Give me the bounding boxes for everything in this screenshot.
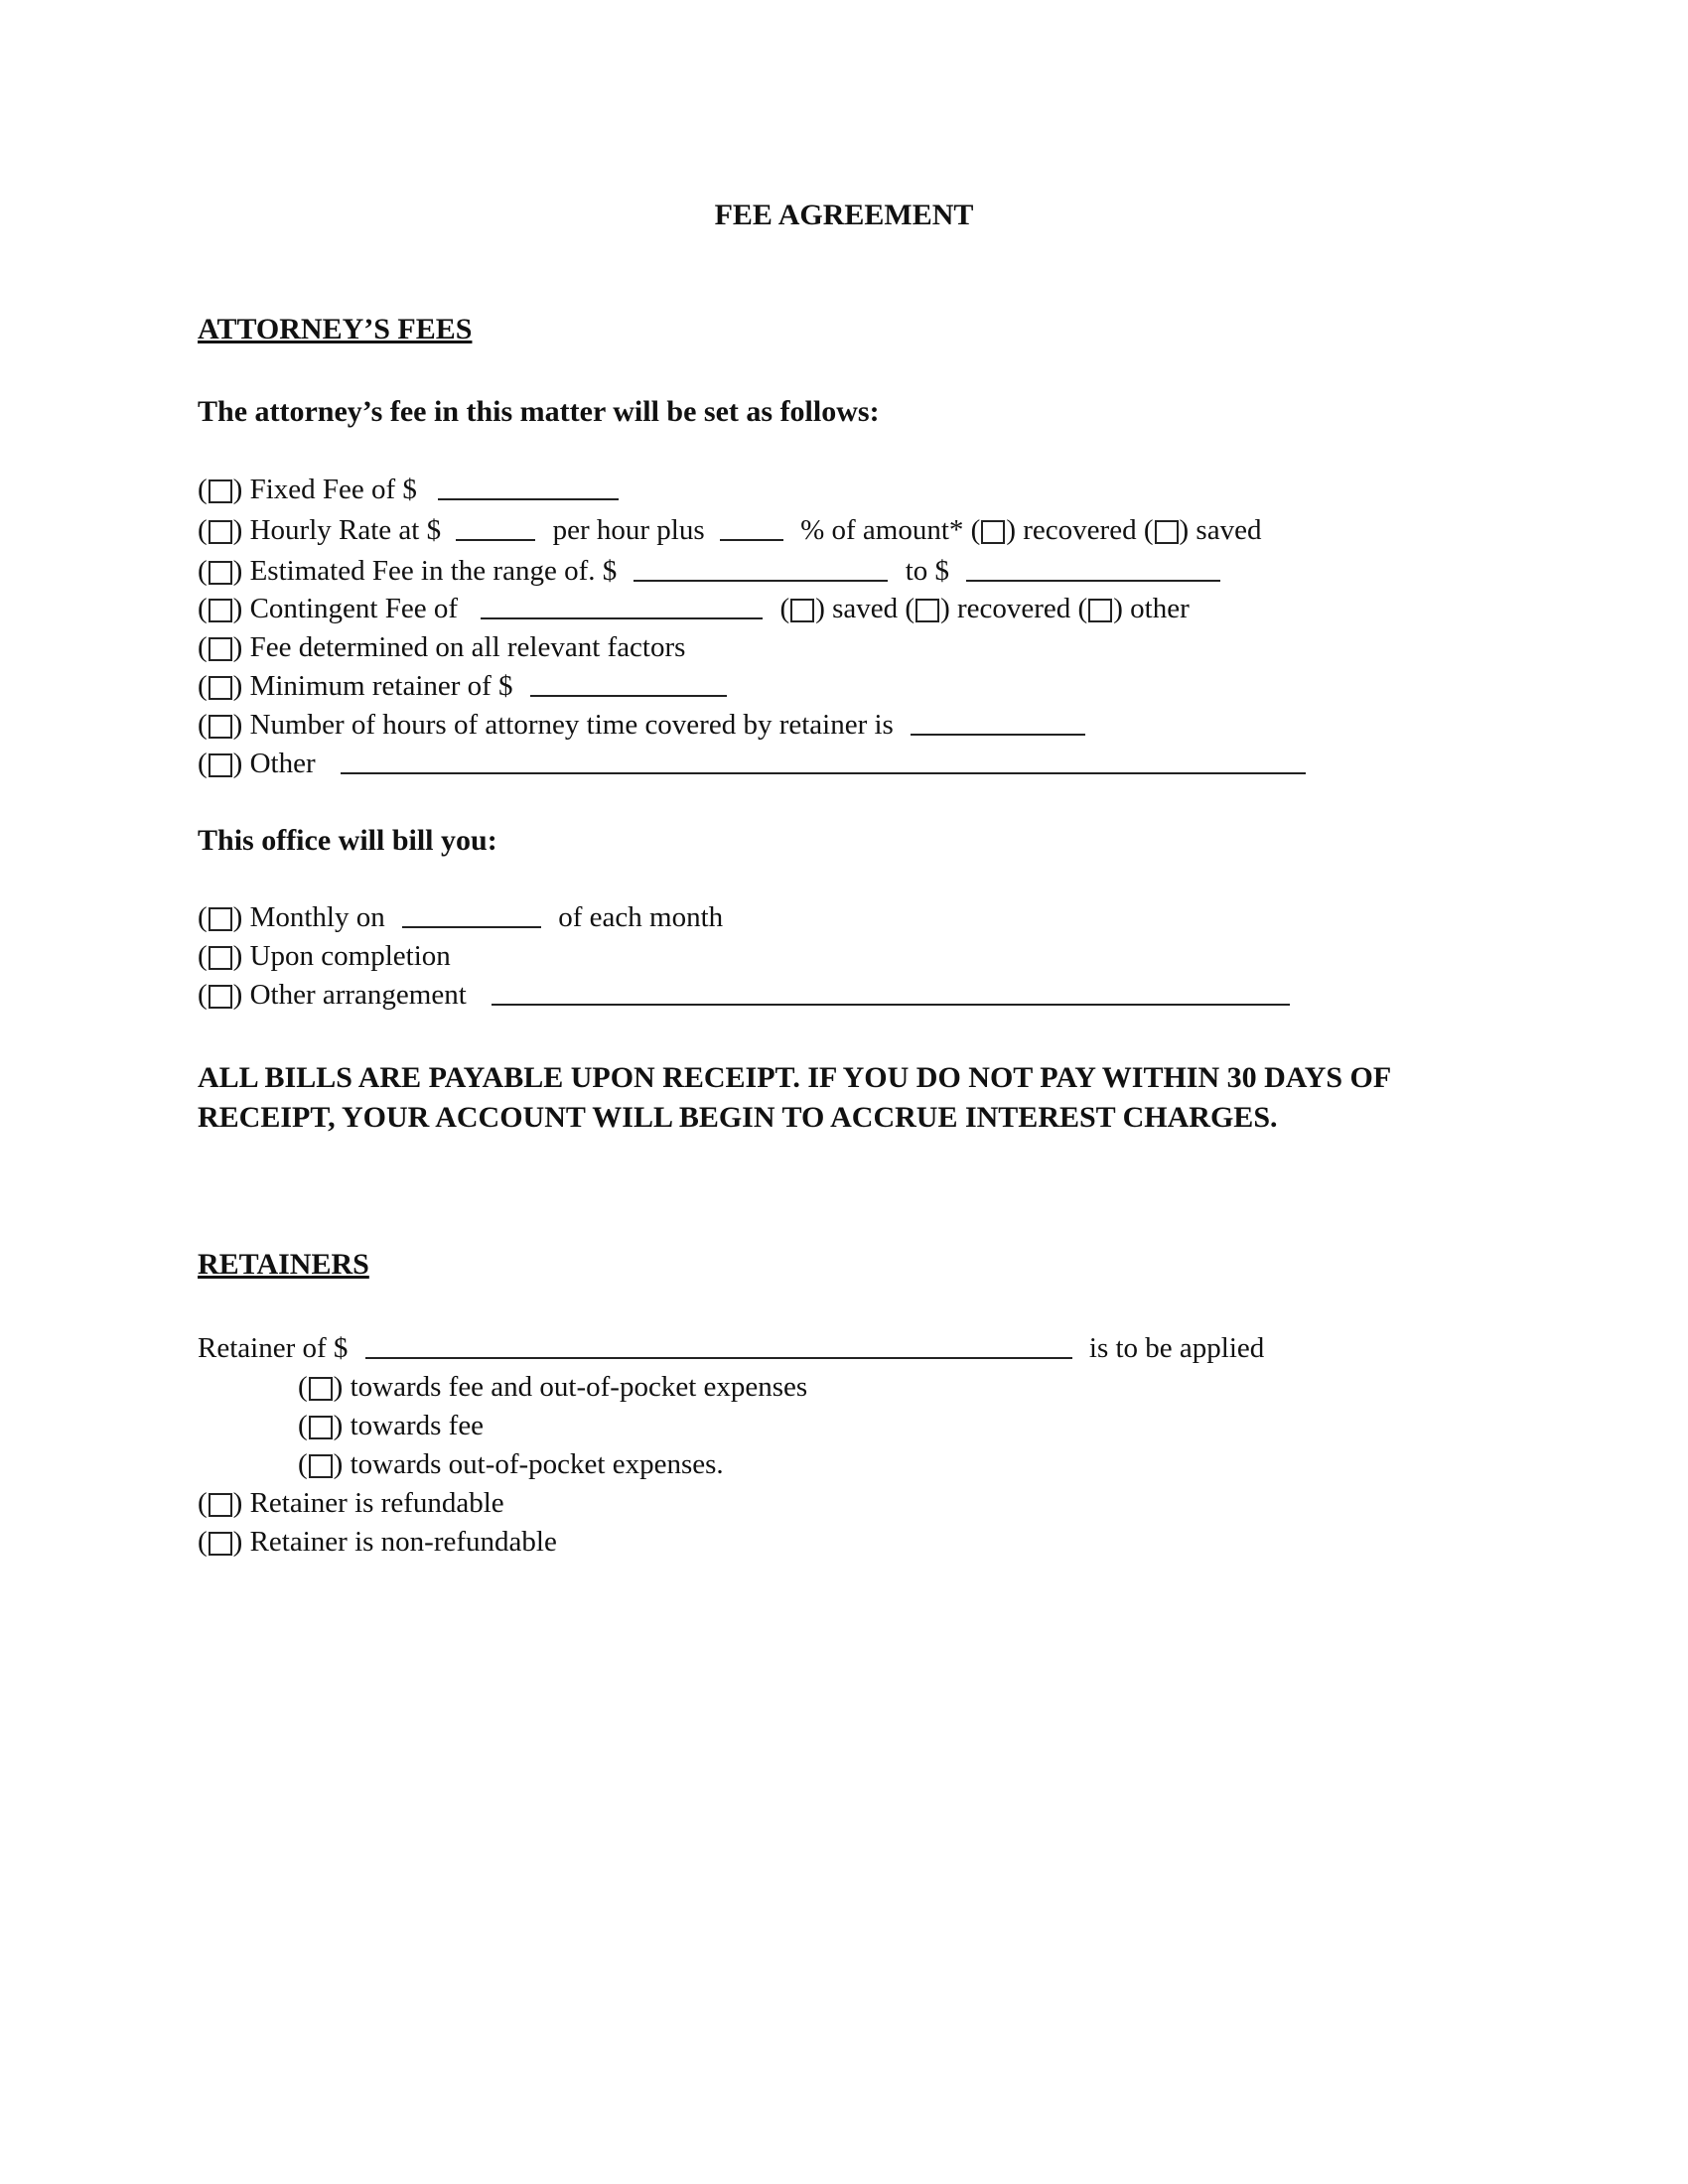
checkbox-icon xyxy=(209,599,232,622)
estimated-fee-row xyxy=(198,553,1230,589)
checkbox-icon xyxy=(1088,599,1112,622)
checkbox-icon xyxy=(209,753,232,777)
contingent-fee-label: Contingent Fee of xyxy=(249,593,459,624)
checkbox-icon xyxy=(209,479,232,503)
other-arrangement-field[interactable] xyxy=(492,982,1290,1006)
checkbox-icon xyxy=(209,946,232,970)
hourly-saved-label: saved xyxy=(1196,514,1262,546)
monthly-checkbox[interactable]: ( ) xyxy=(198,901,243,933)
contingent-fee-row xyxy=(198,591,1190,626)
hours-covered-field[interactable] xyxy=(911,712,1085,736)
checkbox-icon xyxy=(209,715,232,739)
relevant-factors-label: Fee determined on all relevant factors xyxy=(249,631,686,663)
estimated-fee-checkbox[interactable]: ( ) xyxy=(198,555,243,587)
hourly-rate-row xyxy=(198,512,1261,548)
billing-intro: This office will bill you: xyxy=(198,824,497,857)
retainer-amount-row xyxy=(198,1330,1264,1366)
checkbox-icon xyxy=(309,1454,333,1478)
non-refundable-label: Retainer is non-refundable xyxy=(249,1526,557,1558)
minimum-retainer-row xyxy=(198,668,737,704)
fee-and-expenses-row xyxy=(298,1369,807,1405)
refundable-label: Retainer is refundable xyxy=(249,1487,504,1519)
fee-and-expenses-label: towards fee and out-of-pocket expenses xyxy=(350,1371,808,1403)
contingent-saved-checkbox[interactable]: ( ) xyxy=(779,593,825,624)
each-month-label: of each month xyxy=(558,901,724,933)
towards-fee-checkbox[interactable]: ( ) xyxy=(298,1410,344,1441)
checkbox-icon xyxy=(209,676,232,700)
checkbox-icon xyxy=(209,520,232,544)
completion-row xyxy=(198,938,451,974)
contingent-other-label: other xyxy=(1130,593,1190,624)
checkbox-icon xyxy=(209,1493,232,1517)
checkbox-icon xyxy=(915,599,939,622)
hourly-recovered-checkbox[interactable]: ( ) xyxy=(970,514,1017,546)
fee-other-row xyxy=(198,746,1316,781)
retainer-amount-field[interactable] xyxy=(365,1335,1072,1359)
checkbox-icon xyxy=(790,599,814,622)
refundable-checkbox[interactable]: ( ) xyxy=(198,1487,243,1519)
fee-intro: The attorney’s fee in this matter will be set as follows: xyxy=(198,395,880,428)
towards-expenses-row xyxy=(298,1446,724,1482)
estimated-fee-label: Estimated Fee in the range of. $ xyxy=(249,555,618,587)
refundable-row xyxy=(198,1485,504,1521)
retainers-heading: RETAINERS xyxy=(198,1248,369,1281)
estimated-to-label: to $ xyxy=(905,555,950,587)
fee-and-expenses-checkbox[interactable]: ( ) xyxy=(298,1371,344,1403)
relevant-factors-row xyxy=(198,629,685,665)
monthly-label: Monthly on xyxy=(249,901,385,933)
attorney-fees-heading: ATTORNEY’S FEES xyxy=(198,313,473,345)
fixed-fee-amount-field[interactable] xyxy=(438,477,619,500)
checkbox-icon xyxy=(209,637,232,661)
estimated-fee-max-field[interactable] xyxy=(966,558,1220,582)
checkbox-icon xyxy=(209,985,232,1009)
non-refundable-checkbox[interactable]: ( ) xyxy=(198,1526,243,1558)
checkbox-icon xyxy=(209,1532,232,1556)
checkbox-icon xyxy=(1155,520,1179,544)
contingent-fee-field[interactable] xyxy=(481,596,763,619)
contingent-fee-checkbox[interactable]: ( ) xyxy=(198,593,243,624)
other-arrangement-row xyxy=(198,977,1300,1013)
monthly-row xyxy=(198,899,723,935)
per-hour-plus-label: per hour plus xyxy=(552,514,705,546)
fixed-fee-row xyxy=(198,472,629,507)
minimum-retainer-checkbox[interactable]: ( ) xyxy=(198,670,243,702)
hourly-rate-label: Hourly Rate at $ xyxy=(249,514,442,546)
fixed-fee-checkbox[interactable]: ( ) xyxy=(198,474,243,505)
percent-amount-label: % of amount* xyxy=(800,514,964,546)
fee-other-label: Other xyxy=(249,748,316,779)
checkbox-icon xyxy=(209,561,232,585)
towards-expenses-checkbox[interactable]: ( ) xyxy=(298,1448,344,1480)
hours-covered-checkbox[interactable]: ( ) xyxy=(198,709,243,741)
contingent-other-checkbox[interactable]: ( ) xyxy=(1077,593,1123,624)
completion-checkbox[interactable]: ( ) xyxy=(198,940,243,972)
hourly-recovered-label: recovered xyxy=(1023,514,1137,546)
hourly-rate-field[interactable] xyxy=(456,517,535,541)
estimated-fee-min-field[interactable] xyxy=(633,558,888,582)
minimum-retainer-field[interactable] xyxy=(530,673,727,697)
fixed-fee-label: Fixed Fee of $ xyxy=(249,474,417,505)
contingent-recovered-label: recovered xyxy=(956,593,1071,624)
fee-other-field[interactable] xyxy=(341,751,1306,774)
contingent-saved-label: saved xyxy=(832,593,899,624)
non-refundable-row xyxy=(198,1524,557,1560)
hours-covered-label: Number of hours of attorney time covered by retainer is xyxy=(249,709,894,741)
payment-notice: ALL BILLS ARE PAYABLE UPON RECEIPT. IF YOU DO NOT PAY WITHIN 30 DAYS OF RECEIPT, YOUR ACCOUNT WILL BEGIN TO ACCRUE INTEREST CHARGES. xyxy=(198,1061,1391,1134)
contingent-recovered-checkbox[interactable]: ( ) xyxy=(905,593,950,624)
towards-expenses-label: towards out-of-pocket expenses. xyxy=(350,1448,724,1480)
hourly-rate-checkbox[interactable]: ( ) xyxy=(198,514,243,546)
checkbox-icon xyxy=(309,1377,333,1401)
other-arrangement-checkbox[interactable]: ( ) xyxy=(198,979,243,1011)
document-title: FEE AGREEMENT xyxy=(714,199,974,231)
relevant-factors-checkbox[interactable]: ( ) xyxy=(198,631,243,663)
other-arrangement-label: Other arrangement xyxy=(249,979,467,1011)
towards-fee-label: towards fee xyxy=(350,1410,485,1441)
towards-fee-row xyxy=(298,1408,484,1443)
checkbox-icon xyxy=(309,1416,333,1439)
retainer-applied-label: is to be applied xyxy=(1088,1332,1265,1364)
minimum-retainer-label: Minimum retainer of $ xyxy=(249,670,513,702)
hourly-saved-checkbox[interactable]: ( ) xyxy=(1143,514,1190,546)
percent-field[interactable] xyxy=(720,517,783,541)
hours-covered-row xyxy=(198,707,1095,743)
completion-label: Upon completion xyxy=(249,940,451,972)
retainer-of-label: Retainer of $ xyxy=(198,1332,349,1364)
checkbox-icon xyxy=(981,520,1005,544)
fee-other-checkbox[interactable]: ( ) xyxy=(198,748,243,779)
monthly-day-field[interactable] xyxy=(402,904,541,928)
checkbox-icon xyxy=(209,907,232,931)
